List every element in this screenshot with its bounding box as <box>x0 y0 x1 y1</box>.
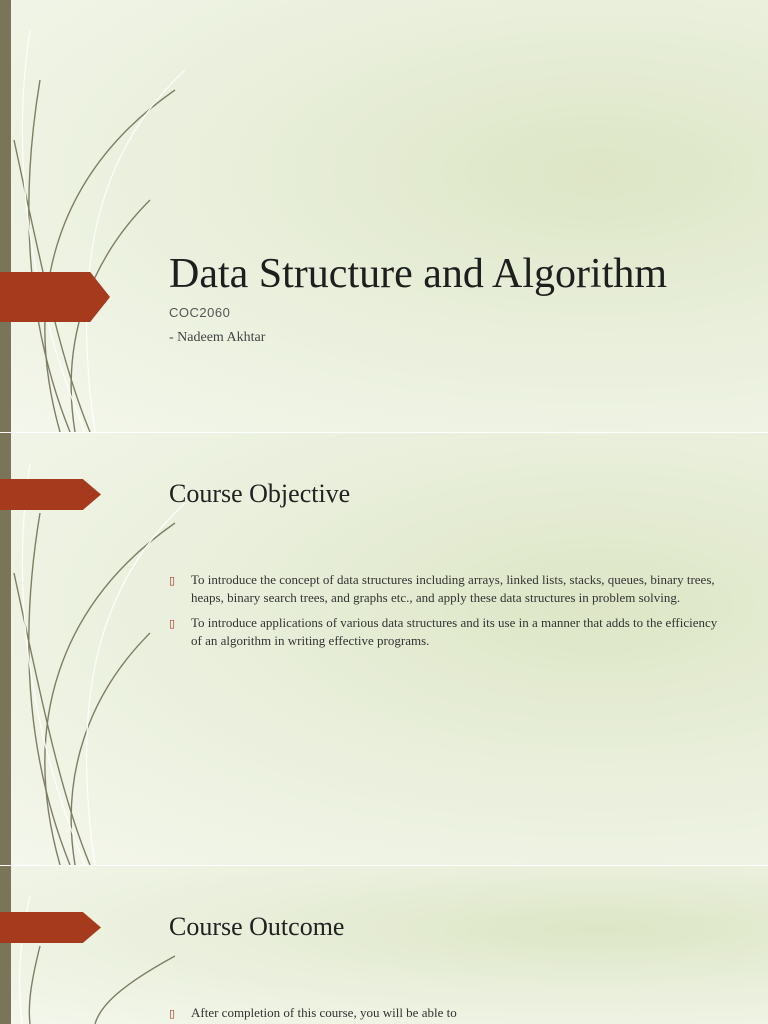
list-item <box>169 571 729 606</box>
bullet-icon: ▯ <box>169 617 176 630</box>
arrow-tab <box>0 912 101 943</box>
bullet-text: To introduce applications of various data structures and its use in a manner that adds to the efficiency of an algorithm in writing effective programs. <box>191 615 718 648</box>
slide-heading: Course Objective <box>169 479 351 508</box>
author-name: - Nadeem Akhtar <box>169 330 266 345</box>
bullet-list <box>169 571 729 657</box>
list-item <box>169 1004 729 1022</box>
arrow-tab <box>0 272 110 322</box>
bullet-text: After completion of this course, you will be able to <box>191 1005 457 1020</box>
list-item <box>169 614 729 649</box>
slide-title <box>0 0 768 432</box>
course-code: COC2060 <box>169 305 231 320</box>
decorative-swirl-lines <box>0 866 200 1024</box>
bullet-icon: ▯ <box>169 1007 176 1020</box>
slide-course-outcome <box>0 866 768 1024</box>
bullet-icon: ▯ <box>169 574 176 587</box>
decorative-swirl-lines <box>0 0 200 432</box>
slide-title-text: Data Structure and Algorithm <box>169 251 668 297</box>
arrow-tab <box>0 479 101 510</box>
bullet-text: To introduce the concept of data structures including arrays, linked lists, stacks, queues, binary trees, heaps, binary search trees, and graphs etc., and apply these data structures in problem solving. <box>191 572 715 605</box>
bullet-list <box>169 1004 729 1024</box>
slide-course-objective <box>0 433 768 865</box>
slide-heading: Course Outcome <box>169 912 345 941</box>
